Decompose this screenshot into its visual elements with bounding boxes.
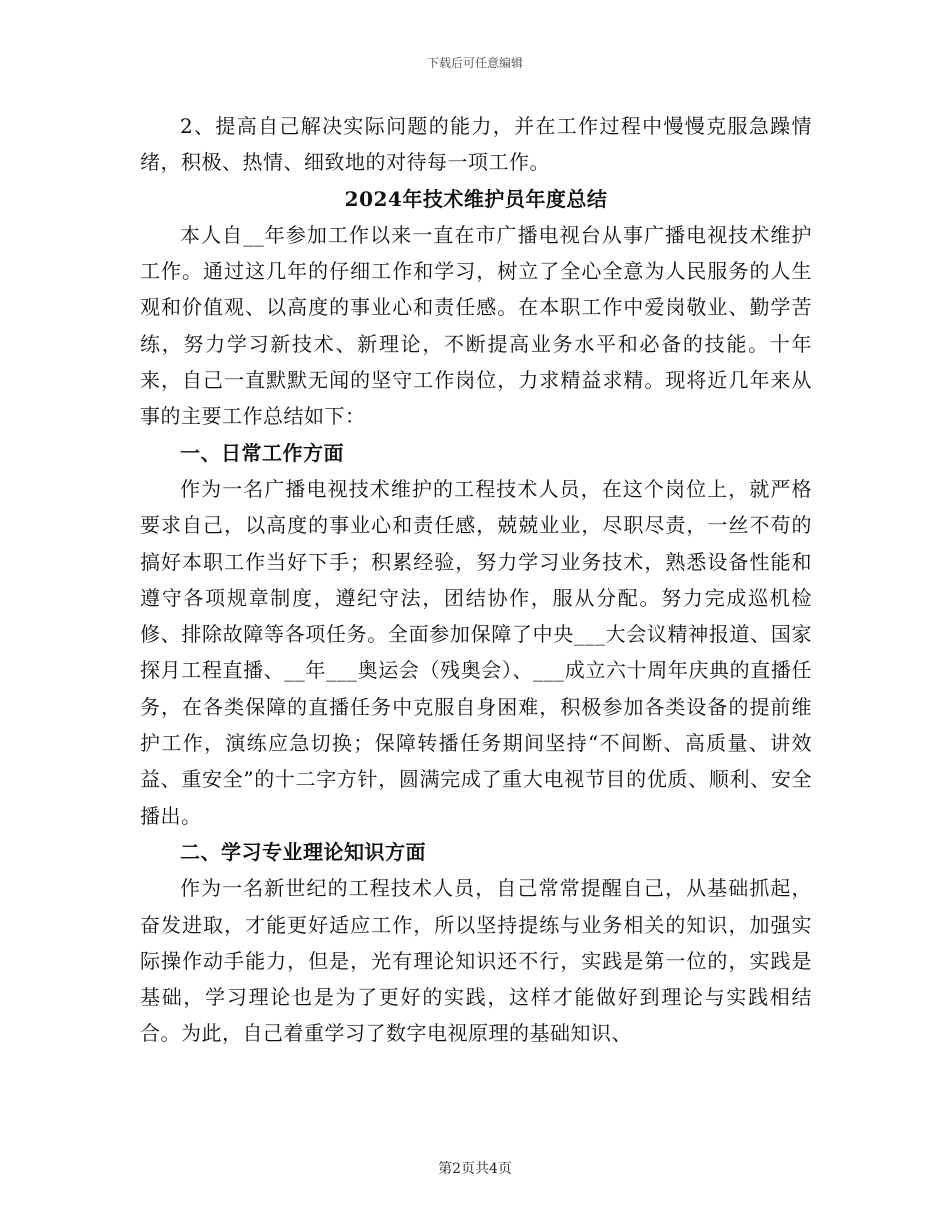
section1-heading: 一、日常工作方面 <box>180 440 344 465</box>
section2-heading: 二、学习专业理论知识方面 <box>180 839 426 864</box>
section1-paragraph: 作为一名广播电视技术维护的工程技术人员，在这个岗位上，就严格要求自己，以高度的事业心和责任感，兢兢业业，尽职尽责，一丝不苟的搞好本职工作当好下手；积累经验，努力学习业务技术，熟悉设备性能和遵守各项规章制度，遵纪守法，团结协作，服从分配。努力完成巡机检修、排除故障等各项任务。全面参加保障了中央___大会议精神报道、国家探月工程直播、__年___奥运会（残奥会）、___成立六十周年庆典的直播任务，在各类保障的直播任务中克服自身困难，积极参加各类设备的提前维护工作，演练应急切换；保障转播任务期间坚持“不间断、高质量、讲效益、重安全”的十二字方针，圆满完成了重大电视节目的优质、顺利、安全播出。 <box>140 476 812 828</box>
document-body <box>140 108 812 1052</box>
section2-paragraph: 作为一名新世纪的工程技术人员，自己常常提醒自己，从基础抓起，奋发进取，才能更好适应工作，所以坚持提练与业务相关的知识，加强实际操作动手能力，但是，光有理论知识还不行，实践是第一位的，实践是基础，学习理论也是为了更好的实践，这样才能做好到理论与实践相结合。为此，自己着重学习了数字电视原理的基础知识、 <box>140 876 812 1046</box>
page-header-note: 下载后可任意编辑 <box>426 56 523 70</box>
opening-paragraph: 本人自__年参加工作以来一直在市广播电视台从事广播电视技术维护工作。通过这几年的仔细工作和学习，树立了全心全意为人民服务的人生观和价值观、以高度的事业心和责任感。在本职工作中爱岗敬业、勤学苦练，努力学习新技术、新理论，不断提高业务水平和必备的技能。十年来，自己一直默默无闻的坚守工作岗位，力求精益求精。现将近几年来从事的主要工作总结如下： <box>140 222 812 429</box>
intro-item-paragraph: 2、提高自己解决实际问题的能力，并在工作过程中慢慢克服急躁情绪，积极、热情、细致地的对待每一项工作。 <box>140 114 812 175</box>
page-number: 第2页共4页 <box>438 1161 512 1177</box>
document-title: 2024年技术维护员年度总结 <box>344 186 608 211</box>
